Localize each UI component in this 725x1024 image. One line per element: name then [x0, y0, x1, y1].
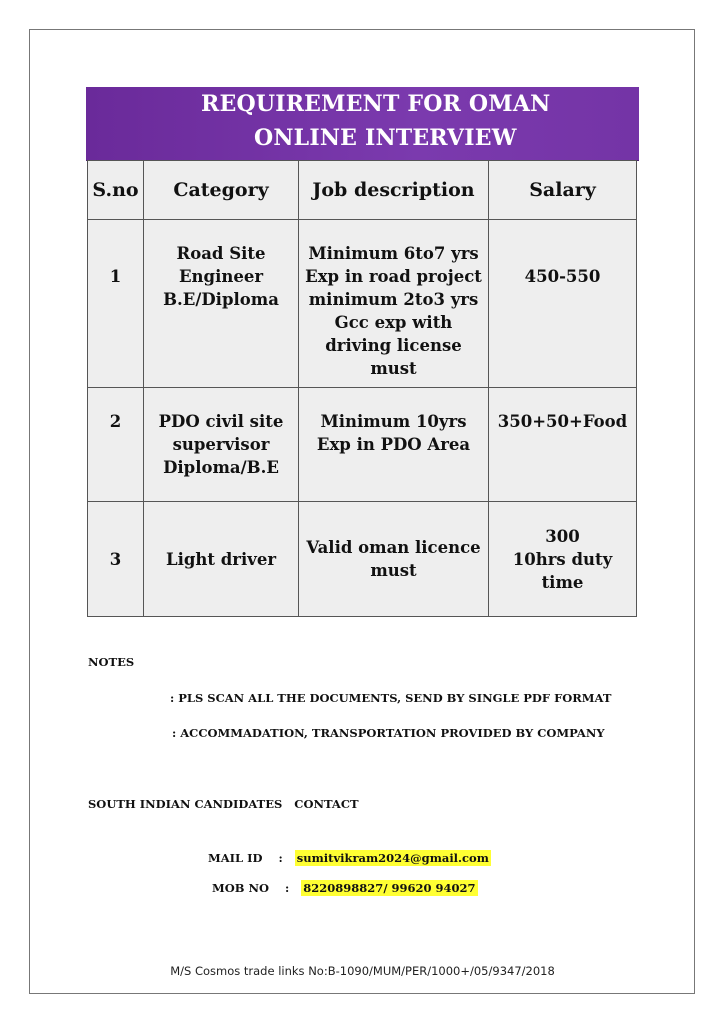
cell-sno: 3 [88, 502, 144, 617]
mail-separator: : [278, 851, 283, 865]
cell-salary: 450-550 [489, 220, 637, 388]
table-row [88, 220, 637, 388]
cell-description: Minimum 10yrs Exp in PDO Area [299, 388, 489, 502]
table-header-row [88, 161, 637, 220]
note-item: : PLS SCAN ALL THE DOCUMENTS, SEND BY SINGLE PDF FORMAT [170, 691, 612, 705]
header-job-description: Job description [299, 161, 489, 220]
title-line-1: REQUIREMENT FOR OMAN [201, 91, 551, 117]
mob-label: MOB NO [212, 881, 270, 895]
table-row [88, 388, 637, 502]
mob-value[interactable]: 8220898827/ 99620 94027 [303, 881, 476, 895]
cell-description: Valid oman licence must [299, 502, 489, 617]
mob-separator: : [285, 881, 290, 895]
contact-title: SOUTH INDIAN CANDIDATES CONTACT [88, 797, 359, 811]
cell-salary: 350+50+Food [489, 388, 637, 502]
title-line-2: ONLINE INTERVIEW [254, 125, 517, 151]
title-banner [86, 87, 639, 160]
cell-description: Minimum 6to7 yrs Exp in road project minimum 2to3 yrs Gcc exp with driving license must [299, 220, 489, 388]
notes-title: NOTES [88, 655, 135, 669]
table-row [88, 502, 637, 617]
header-salary: Salary [489, 161, 637, 220]
mail-value[interactable]: sumitvikram2024@gmail.com [296, 851, 489, 865]
cell-salary: 300 10hrs duty time [489, 502, 637, 617]
mail-row [208, 851, 491, 865]
cell-category: Light driver [144, 502, 299, 617]
header-category: Category [144, 161, 299, 220]
cell-category: Road Site Engineer B.E/Diploma [144, 220, 299, 388]
footer-license: M/S Cosmos trade links No:B-1090/MUM/PER/1000+/05/9347/2018 [170, 964, 555, 978]
mail-label: MAIL ID [208, 851, 263, 865]
cell-sno: 1 [88, 220, 144, 388]
mob-row [212, 881, 478, 895]
cell-sno: 2 [88, 388, 144, 502]
requirements-table [87, 160, 637, 617]
header-sno: S.no [88, 161, 144, 220]
cell-category: PDO civil site supervisor Diploma/B.E [144, 388, 299, 502]
note-item: : ACCOMMADATION, TRANSPORTATION PROVIDED BY COMPANY [172, 726, 605, 740]
